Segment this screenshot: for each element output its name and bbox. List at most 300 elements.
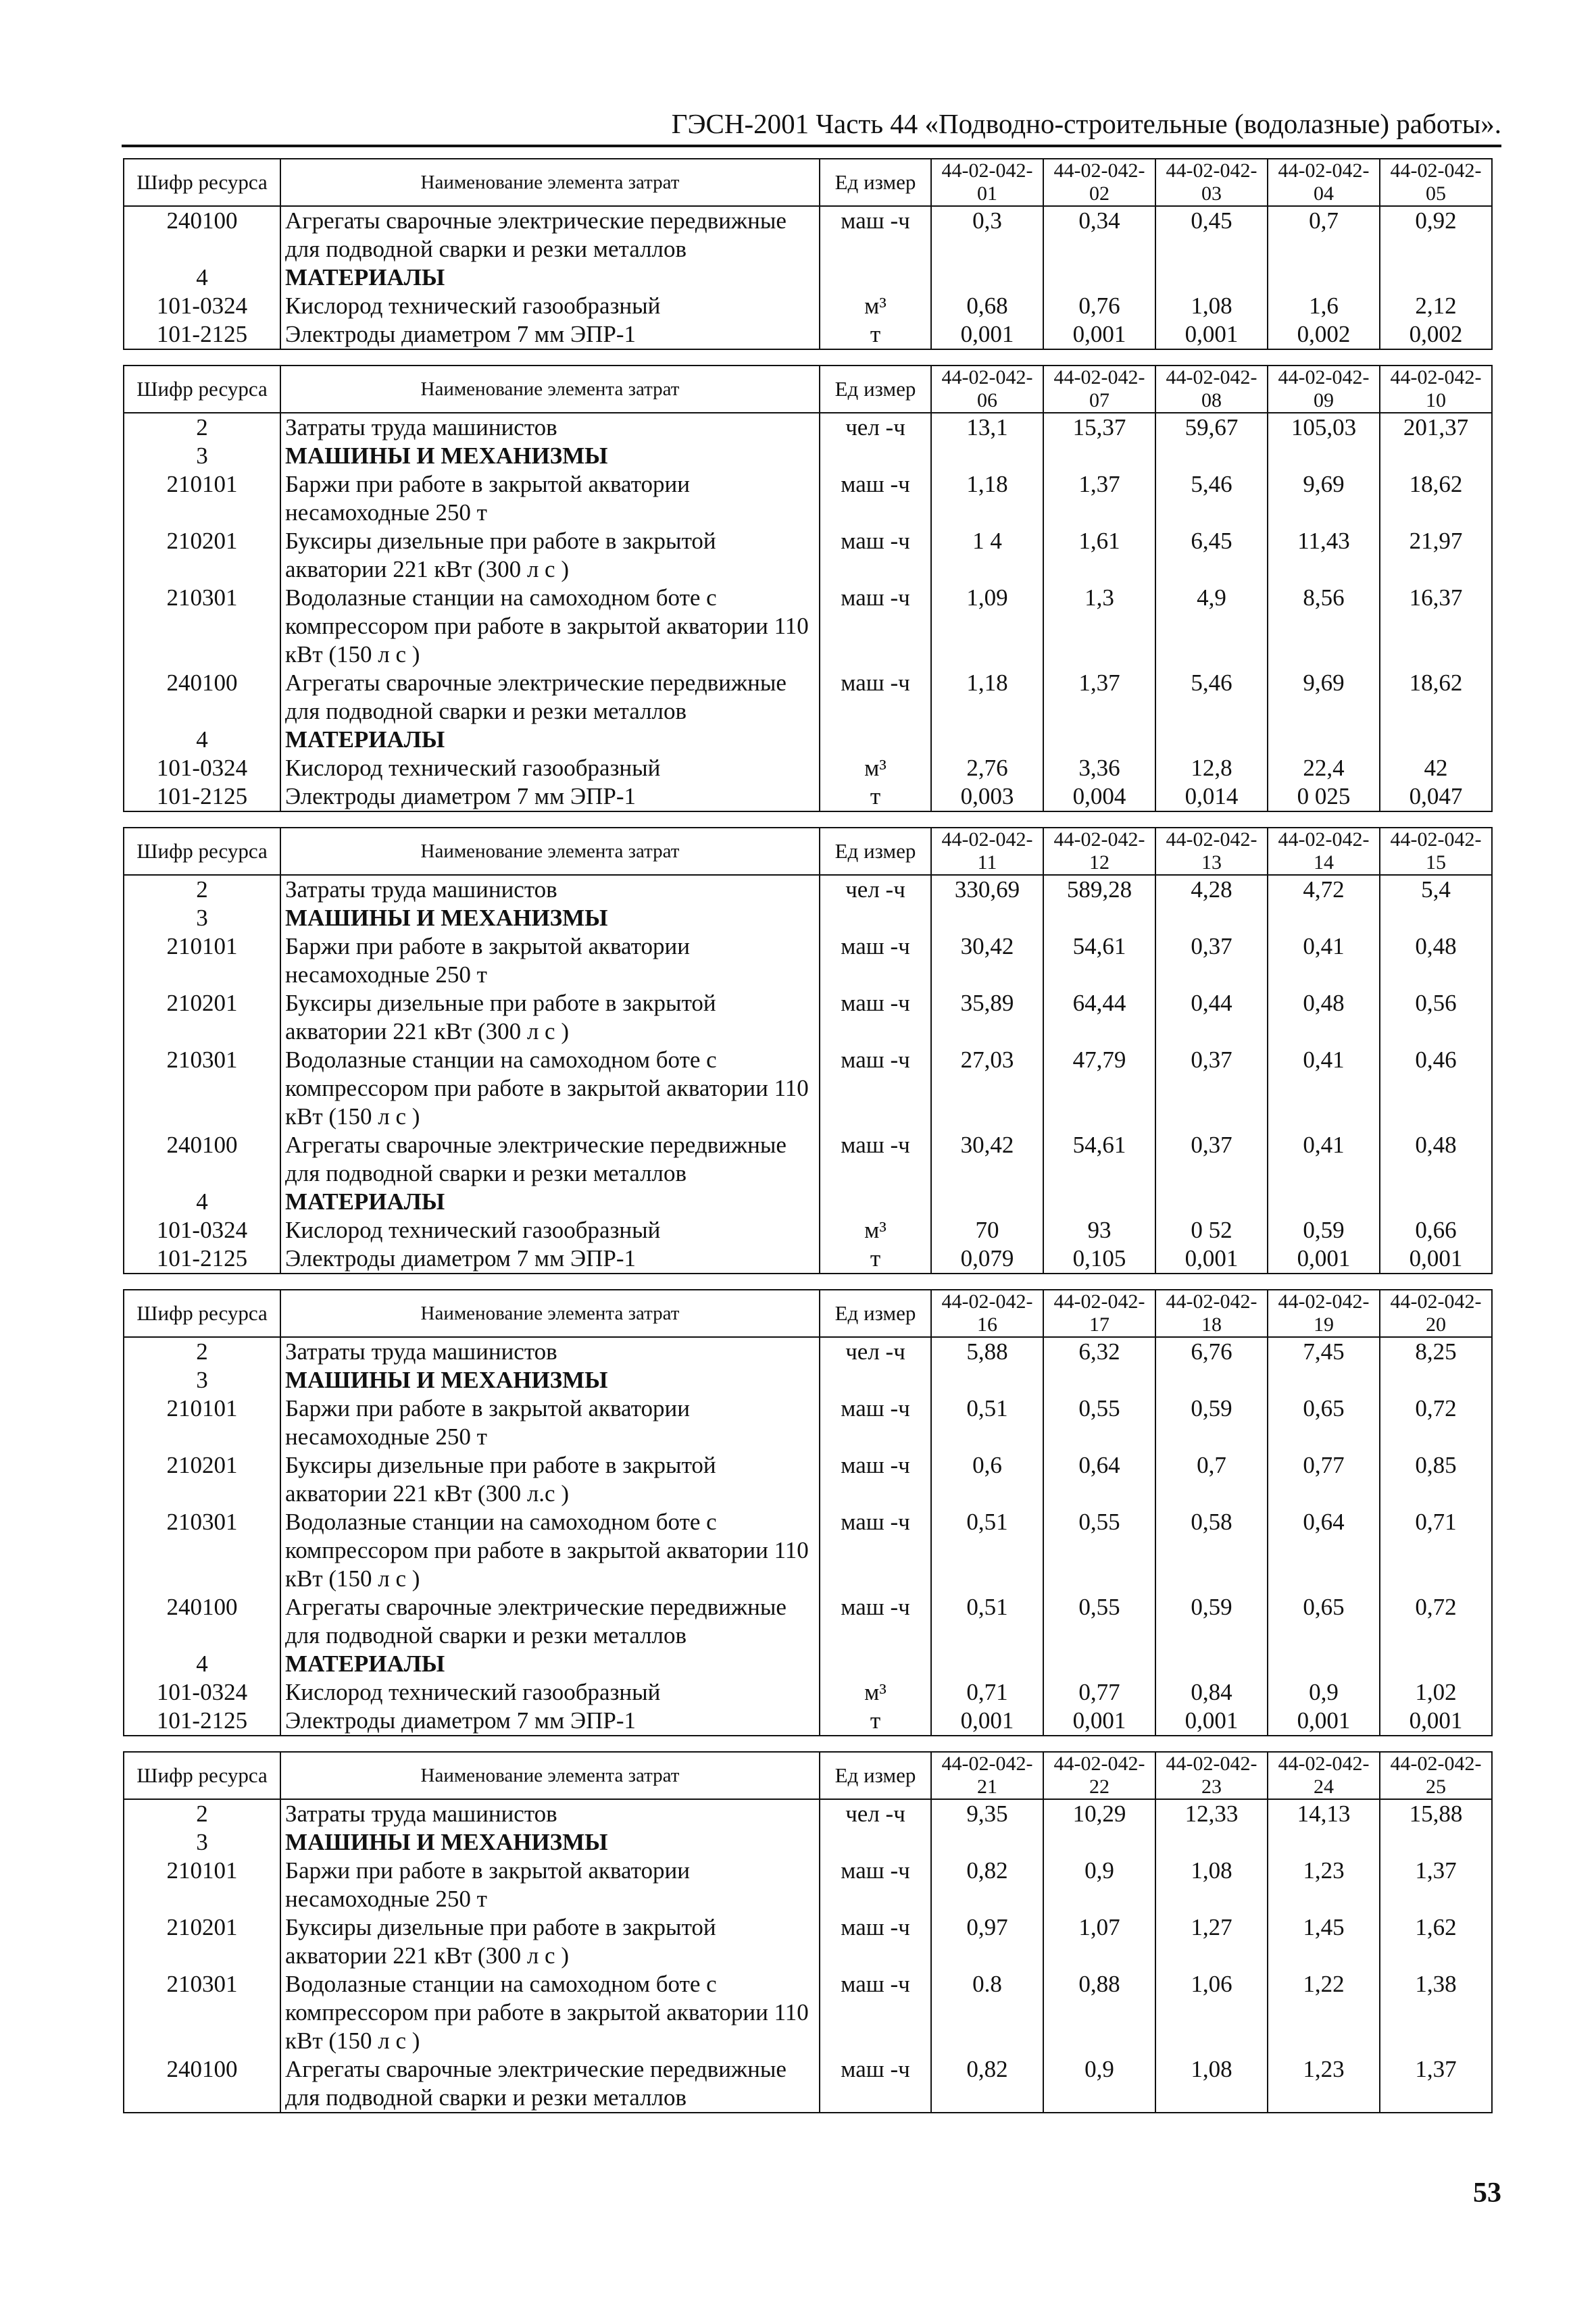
unit-cell — [820, 726, 931, 754]
value-cell: 1,08 — [1155, 2055, 1268, 2113]
unit-cell: маш -ч — [820, 1131, 931, 1188]
resource-name: Буксиры дизельные при работе в закрытой акватории 221 кВт (300 л с ) — [280, 1913, 820, 1970]
column-header-code: Шифр ресурса — [124, 828, 280, 875]
table-row — [124, 1913, 1492, 1970]
value-cell: 2,12 — [1380, 292, 1492, 320]
table-row — [124, 1131, 1492, 1188]
column-header-norm: 44-02-042-22 — [1043, 1752, 1155, 1799]
unit-cell: маш -ч — [820, 989, 931, 1046]
resource-table — [123, 827, 1493, 1274]
value-cell: 0,72 — [1380, 1394, 1492, 1451]
column-header-unit: Ед измер — [820, 366, 931, 413]
value-cell: 2,76 — [931, 754, 1043, 782]
value-cell: 0,3 — [931, 206, 1043, 263]
table-row — [124, 1593, 1492, 1650]
column-header-code: Шифр ресурса — [124, 159, 280, 206]
table-row — [124, 413, 1492, 442]
value-cell: 1 4 — [931, 527, 1043, 584]
column-header-norm: 44-02-042-16 — [931, 1290, 1043, 1337]
resource-code: 3 — [124, 442, 280, 470]
column-header-norm: 44-02-042-03 — [1155, 159, 1268, 206]
resource-code: 3 — [124, 1828, 280, 1857]
value-cell: 0,59 — [1155, 1394, 1268, 1451]
resource-code: 210101 — [124, 1857, 280, 1913]
resource-code: 4 — [124, 263, 280, 292]
value-cell: 0,51 — [931, 1508, 1043, 1593]
value-cell — [1155, 1828, 1268, 1857]
table-row — [124, 263, 1492, 292]
resource-code: 210301 — [124, 1046, 280, 1131]
value-cell: 1,37 — [1043, 669, 1155, 726]
unit-cell: маш -ч — [820, 932, 931, 989]
value-cell: 0,001 — [1380, 1244, 1492, 1274]
resource-name: Агрегаты сварочные электрические передвижные для подводной сварки и резки металлов — [280, 2055, 820, 2113]
resource-name: Баржи при работе в закрытой акватории несамоходные 250 т — [280, 470, 820, 527]
value-cell: 0,001 — [931, 1707, 1043, 1736]
table-row — [124, 1188, 1492, 1216]
table-row — [124, 1707, 1492, 1736]
value-cell — [1043, 442, 1155, 470]
value-cell: 30,42 — [931, 932, 1043, 989]
value-cell: 30,42 — [931, 1131, 1043, 1188]
value-cell: 1,6 — [1268, 292, 1380, 320]
resource-table — [123, 1751, 1493, 2113]
section-title: МАШИНЫ И МЕХАНИЗМЫ — [280, 904, 820, 932]
value-cell: 22,4 — [1268, 754, 1380, 782]
value-cell: 47,79 — [1043, 1046, 1155, 1131]
resource-tables — [123, 158, 1491, 2128]
table-row — [124, 754, 1492, 782]
value-cell — [1043, 1828, 1155, 1857]
value-cell: 0,41 — [1268, 1131, 1380, 1188]
value-cell: 0,65 — [1268, 1593, 1380, 1650]
value-cell: 54,61 — [1043, 1131, 1155, 1188]
resource-name: Затраты труда машинистов — [280, 1337, 820, 1366]
value-cell: 0,56 — [1380, 989, 1492, 1046]
value-cell: 10,29 — [1043, 1799, 1155, 1828]
value-cell — [1043, 1188, 1155, 1216]
value-cell — [1268, 263, 1380, 292]
unit-cell — [820, 1366, 931, 1394]
value-cell: 8,56 — [1268, 584, 1380, 669]
value-cell: 0,68 — [931, 292, 1043, 320]
value-cell: 0,001 — [1380, 1707, 1492, 1736]
value-cell: 0,55 — [1043, 1593, 1155, 1650]
resource-name: Баржи при работе в закрытой акватории несамоходные 250 т — [280, 1394, 820, 1451]
value-cell: 9,69 — [1268, 470, 1380, 527]
value-cell: 1,18 — [931, 470, 1043, 527]
page-number: 53 — [1473, 2178, 1501, 2209]
resource-code: 210201 — [124, 1913, 280, 1970]
value-cell: 21,97 — [1380, 527, 1492, 584]
value-cell: 0,88 — [1043, 1970, 1155, 2055]
unit-cell: маш -ч — [820, 584, 931, 669]
column-header-norm: 44-02-042-20 — [1380, 1290, 1492, 1337]
value-cell: 330,69 — [931, 875, 1043, 904]
table-header-row — [124, 159, 1492, 206]
resource-code: 101-2125 — [124, 1707, 280, 1736]
value-cell: 0,014 — [1155, 782, 1268, 811]
unit-cell: т — [820, 782, 931, 811]
unit-cell: чел -ч — [820, 875, 931, 904]
table-row — [124, 1970, 1492, 2055]
value-cell: 54,61 — [1043, 932, 1155, 989]
unit-cell: т — [820, 1244, 931, 1274]
column-header-unit: Ед измер — [820, 1752, 931, 1799]
column-header-norm: 44-02-042-02 — [1043, 159, 1155, 206]
table-header-row — [124, 828, 1492, 875]
resource-code: 2 — [124, 1337, 280, 1366]
value-cell — [1155, 263, 1268, 292]
value-cell — [1155, 1188, 1268, 1216]
unit-cell: м³ — [820, 754, 931, 782]
column-header-norm: 44-02-042-09 — [1268, 366, 1380, 413]
unit-cell: маш -ч — [820, 1970, 931, 2055]
unit-cell — [820, 442, 931, 470]
value-cell — [1380, 1366, 1492, 1394]
table-row — [124, 1650, 1492, 1678]
table-row — [124, 726, 1492, 754]
unit-cell: маш -ч — [820, 527, 931, 584]
value-cell: 6,32 — [1043, 1337, 1155, 1366]
value-cell: 18,62 — [1380, 470, 1492, 527]
resource-name: Кислород технический газообразный — [280, 292, 820, 320]
column-header-norm: 44-02-042-19 — [1268, 1290, 1380, 1337]
value-cell: 0,41 — [1268, 1046, 1380, 1131]
column-header-name: Наименование элемента затрат — [280, 1290, 820, 1337]
column-header-norm: 44-02-042-13 — [1155, 828, 1268, 875]
unit-cell: маш -ч — [820, 470, 931, 527]
resource-name: Электроды диаметром 7 мм ЭПР-1 — [280, 1707, 820, 1736]
value-cell: 0,37 — [1155, 1046, 1268, 1131]
value-cell: 0,64 — [1043, 1451, 1155, 1508]
value-cell: 0,34 — [1043, 206, 1155, 263]
value-cell: 0,59 — [1268, 1216, 1380, 1244]
value-cell: 0,002 — [1380, 320, 1492, 349]
value-cell: 0,001 — [1155, 1244, 1268, 1274]
table-row — [124, 932, 1492, 989]
value-cell: 4,28 — [1155, 875, 1268, 904]
column-header-norm: 44-02-042-17 — [1043, 1290, 1155, 1337]
value-cell — [1380, 904, 1492, 932]
unit-cell: маш -ч — [820, 1046, 931, 1131]
value-cell: 0,55 — [1043, 1508, 1155, 1593]
resource-code: 101-2125 — [124, 320, 280, 349]
resource-name: Баржи при работе в закрытой акватории несамоходные 250 т — [280, 1857, 820, 1913]
value-cell — [1380, 263, 1492, 292]
value-cell: 0 025 — [1268, 782, 1380, 811]
unit-cell: чел -ч — [820, 1337, 931, 1366]
resource-code: 210201 — [124, 1451, 280, 1508]
table-row — [124, 442, 1492, 470]
value-cell: 105,03 — [1268, 413, 1380, 442]
unit-cell: маш -ч — [820, 206, 931, 263]
unit-cell: маш -ч — [820, 1508, 931, 1593]
value-cell: 0,002 — [1268, 320, 1380, 349]
value-cell: 0,37 — [1155, 932, 1268, 989]
value-cell — [1380, 1650, 1492, 1678]
table-header-row — [124, 1290, 1492, 1337]
resource-code: 101-2125 — [124, 1244, 280, 1274]
value-cell: 70 — [931, 1216, 1043, 1244]
value-cell: 0,48 — [1380, 932, 1492, 989]
value-cell: 0,001 — [1155, 320, 1268, 349]
unit-cell: м³ — [820, 1216, 931, 1244]
table-row — [124, 527, 1492, 584]
value-cell: 3,36 — [1043, 754, 1155, 782]
column-header-norm: 44-02-042-04 — [1268, 159, 1380, 206]
table-header-row — [124, 366, 1492, 413]
value-cell: 1,62 — [1380, 1913, 1492, 1970]
unit-cell — [820, 263, 931, 292]
value-cell: 0,48 — [1268, 989, 1380, 1046]
value-cell: 0,64 — [1268, 1508, 1380, 1593]
unit-cell: маш -ч — [820, 1913, 931, 1970]
column-header-code: Шифр ресурса — [124, 366, 280, 413]
value-cell: 93 — [1043, 1216, 1155, 1244]
value-cell: 0,6 — [931, 1451, 1043, 1508]
value-cell: 1,38 — [1380, 1970, 1492, 2055]
resource-name: Электроды диаметром 7 мм ЭПР-1 — [280, 1244, 820, 1274]
value-cell: 0,001 — [1043, 1707, 1155, 1736]
column-header-norm: 44-02-042-11 — [931, 828, 1043, 875]
resource-code: 2 — [124, 875, 280, 904]
column-header-code: Шифр ресурса — [124, 1752, 280, 1799]
value-cell: 0,66 — [1380, 1216, 1492, 1244]
resource-table — [123, 1289, 1493, 1736]
resource-code: 240100 — [124, 206, 280, 263]
resource-name: Затраты труда машинистов — [280, 875, 820, 904]
resource-name: Баржи при работе в закрытой акватории несамоходные 250 т — [280, 932, 820, 989]
value-cell — [1155, 1366, 1268, 1394]
value-cell: 0,001 — [1268, 1707, 1380, 1736]
value-cell: 0,004 — [1043, 782, 1155, 811]
value-cell: 0,001 — [931, 320, 1043, 349]
value-cell: 1,23 — [1268, 2055, 1380, 2113]
value-cell — [931, 904, 1043, 932]
table-row — [124, 292, 1492, 320]
value-cell: 0,9 — [1043, 2055, 1155, 2113]
value-cell: 0,85 — [1380, 1451, 1492, 1508]
resource-code: 2 — [124, 413, 280, 442]
column-header-norm: 44-02-042-08 — [1155, 366, 1268, 413]
column-header-norm: 44-02-042-23 — [1155, 1752, 1268, 1799]
unit-cell: маш -ч — [820, 1593, 931, 1650]
value-cell — [1268, 1650, 1380, 1678]
table-row — [124, 1857, 1492, 1913]
column-header-norm: 44-02-042-07 — [1043, 366, 1155, 413]
section-title: МАШИНЫ И МЕХАНИЗМЫ — [280, 1366, 820, 1394]
value-cell — [931, 1366, 1043, 1394]
value-cell: 0,92 — [1380, 206, 1492, 263]
value-cell — [1043, 904, 1155, 932]
unit-cell: маш -ч — [820, 669, 931, 726]
resource-code: 240100 — [124, 1593, 280, 1650]
resource-name: Электроды диаметром 7 мм ЭПР-1 — [280, 782, 820, 811]
value-cell: 0,003 — [931, 782, 1043, 811]
value-cell: 1,07 — [1043, 1913, 1155, 1970]
value-cell — [1380, 442, 1492, 470]
value-cell: 16,37 — [1380, 584, 1492, 669]
value-cell: 0,001 — [1268, 1244, 1380, 1274]
column-header-norm: 44-02-042-06 — [931, 366, 1043, 413]
resource-name: Буксиры дизельные при работе в закрытой акватории 221 кВт (300 л.с ) — [280, 1451, 820, 1508]
value-cell: 0 52 — [1155, 1216, 1268, 1244]
column-header-name: Наименование элемента затрат — [280, 828, 820, 875]
unit-cell: чел -ч — [820, 413, 931, 442]
table-row — [124, 782, 1492, 811]
value-cell: 1,06 — [1155, 1970, 1268, 2055]
value-cell: 27,03 — [931, 1046, 1043, 1131]
table-row — [124, 1046, 1492, 1131]
value-cell: 1,09 — [931, 584, 1043, 669]
resource-name: Затраты труда машинистов — [280, 413, 820, 442]
unit-cell — [820, 1188, 931, 1216]
value-cell: 7,45 — [1268, 1337, 1380, 1366]
resource-code: 3 — [124, 904, 280, 932]
value-cell: 0,97 — [931, 1913, 1043, 1970]
column-header-code: Шифр ресурса — [124, 1290, 280, 1337]
value-cell — [1268, 442, 1380, 470]
value-cell — [931, 726, 1043, 754]
resource-name: Агрегаты сварочные электрические передвижные для подводной сварки и резки металлов — [280, 1131, 820, 1188]
column-header-name: Наименование элемента затрат — [280, 366, 820, 413]
resource-code: 210301 — [124, 1508, 280, 1593]
resource-name: Агрегаты сварочные электрические передвижные для подводной сварки и резки металлов — [280, 1593, 820, 1650]
table-row — [124, 1216, 1492, 1244]
value-cell — [1155, 1650, 1268, 1678]
value-cell: 0,079 — [931, 1244, 1043, 1274]
value-cell: 0,65 — [1268, 1394, 1380, 1451]
value-cell: 15,88 — [1380, 1799, 1492, 1828]
value-cell: 6,76 — [1155, 1337, 1268, 1366]
value-cell: 0,7 — [1155, 1451, 1268, 1508]
column-header-norm: 44-02-042-01 — [931, 159, 1043, 206]
resource-name: Водолазные станции на самоходном боте с компрессором при работе в закрытой акватории 110 кВт (150 л с ) — [280, 584, 820, 669]
value-cell: 35,89 — [931, 989, 1043, 1046]
unit-cell: маш -ч — [820, 1451, 931, 1508]
table-row — [124, 470, 1492, 527]
table-row — [124, 1799, 1492, 1828]
value-cell: 8,25 — [1380, 1337, 1492, 1366]
resource-code: 4 — [124, 1650, 280, 1678]
table-header-row — [124, 1752, 1492, 1799]
column-header-unit: Ед измер — [820, 159, 931, 206]
value-cell: 1,37 — [1380, 1857, 1492, 1913]
table-row — [124, 1451, 1492, 1508]
value-cell: 0,77 — [1268, 1451, 1380, 1508]
value-cell — [1268, 1366, 1380, 1394]
resource-code: 101-0324 — [124, 1678, 280, 1707]
value-cell: 4,9 — [1155, 584, 1268, 669]
value-cell — [1380, 726, 1492, 754]
resource-code: 101-0324 — [124, 1216, 280, 1244]
value-cell: 5,46 — [1155, 669, 1268, 726]
value-cell: 0,58 — [1155, 1508, 1268, 1593]
table-row — [124, 669, 1492, 726]
value-cell: 9,35 — [931, 1799, 1043, 1828]
value-cell: 0,71 — [1380, 1508, 1492, 1593]
table-row — [124, 1337, 1492, 1366]
resource-table — [123, 158, 1493, 350]
value-cell — [931, 263, 1043, 292]
value-cell — [931, 1828, 1043, 1857]
unit-cell: маш -ч — [820, 2055, 931, 2113]
table-row — [124, 1508, 1492, 1593]
value-cell: 0,51 — [931, 1593, 1043, 1650]
unit-cell: м³ — [820, 1678, 931, 1707]
value-cell: 1,3 — [1043, 584, 1155, 669]
resource-code: 4 — [124, 1188, 280, 1216]
value-cell: 12,8 — [1155, 754, 1268, 782]
value-cell — [1155, 442, 1268, 470]
column-header-norm: 44-02-042-05 — [1380, 159, 1492, 206]
page-header: ГЭСН-2001 Часть 44 «Подводно-строительные (водолазные) работы». — [122, 103, 1501, 147]
unit-cell: т — [820, 1707, 931, 1736]
table-row — [124, 1244, 1492, 1274]
value-cell — [1043, 1650, 1155, 1678]
value-cell: 0,72 — [1380, 1593, 1492, 1650]
resource-name: Кислород технический газообразный — [280, 754, 820, 782]
unit-cell — [820, 1828, 931, 1857]
section-title: МАТЕРИАЛЫ — [280, 726, 820, 754]
resource-code: 210101 — [124, 470, 280, 527]
resource-code: 3 — [124, 1366, 280, 1394]
value-cell: 0,37 — [1155, 1131, 1268, 1188]
resource-code: 2 — [124, 1799, 280, 1828]
unit-cell — [820, 1650, 931, 1678]
value-cell — [1043, 263, 1155, 292]
value-cell: 12,33 — [1155, 1799, 1268, 1828]
resource-name: Электроды диаметром 7 мм ЭПР-1 — [280, 320, 820, 349]
table-row — [124, 904, 1492, 932]
value-cell: 0,82 — [931, 2055, 1043, 2113]
value-cell: 14,13 — [1268, 1799, 1380, 1828]
column-header-norm: 44-02-042-15 — [1380, 828, 1492, 875]
value-cell — [1268, 904, 1380, 932]
value-cell — [1268, 726, 1380, 754]
table-row — [124, 1828, 1492, 1857]
value-cell: 11,43 — [1268, 527, 1380, 584]
value-cell: 201,37 — [1380, 413, 1492, 442]
value-cell: 1,08 — [1155, 292, 1268, 320]
value-cell: 1,08 — [1155, 1857, 1268, 1913]
column-header-norm: 44-02-042-21 — [931, 1752, 1043, 1799]
resource-name: Водолазные станции на самоходном боте с компрессором при работе в закрытой акватории 110 кВт (150 л с ) — [280, 1970, 820, 2055]
value-cell: 0,9 — [1043, 1857, 1155, 1913]
value-cell: 0,047 — [1380, 782, 1492, 811]
value-cell — [1155, 726, 1268, 754]
value-cell: 1,23 — [1268, 1857, 1380, 1913]
value-cell: 59,67 — [1155, 413, 1268, 442]
value-cell: 0,84 — [1155, 1678, 1268, 1707]
value-cell: 0,55 — [1043, 1394, 1155, 1451]
value-cell: 0,7 — [1268, 206, 1380, 263]
column-header-norm: 44-02-042-14 — [1268, 828, 1380, 875]
value-cell: 4,72 — [1268, 875, 1380, 904]
section-title: МАТЕРИАЛЫ — [280, 1650, 820, 1678]
resource-code: 240100 — [124, 1131, 280, 1188]
table-row — [124, 1678, 1492, 1707]
resource-name: Агрегаты сварочные электрические передвижные для подводной сварки и резки металлов — [280, 206, 820, 263]
value-cell: 0,45 — [1155, 206, 1268, 263]
table-row — [124, 1394, 1492, 1451]
value-cell: 0,76 — [1043, 292, 1155, 320]
value-cell: 1,22 — [1268, 1970, 1380, 2055]
column-header-norm: 44-02-042-25 — [1380, 1752, 1492, 1799]
resource-name: Водолазные станции на самоходном боте с компрессором при работе в закрытой акватории 110 кВт (150 л с ) — [280, 1508, 820, 1593]
column-header-norm: 44-02-042-12 — [1043, 828, 1155, 875]
